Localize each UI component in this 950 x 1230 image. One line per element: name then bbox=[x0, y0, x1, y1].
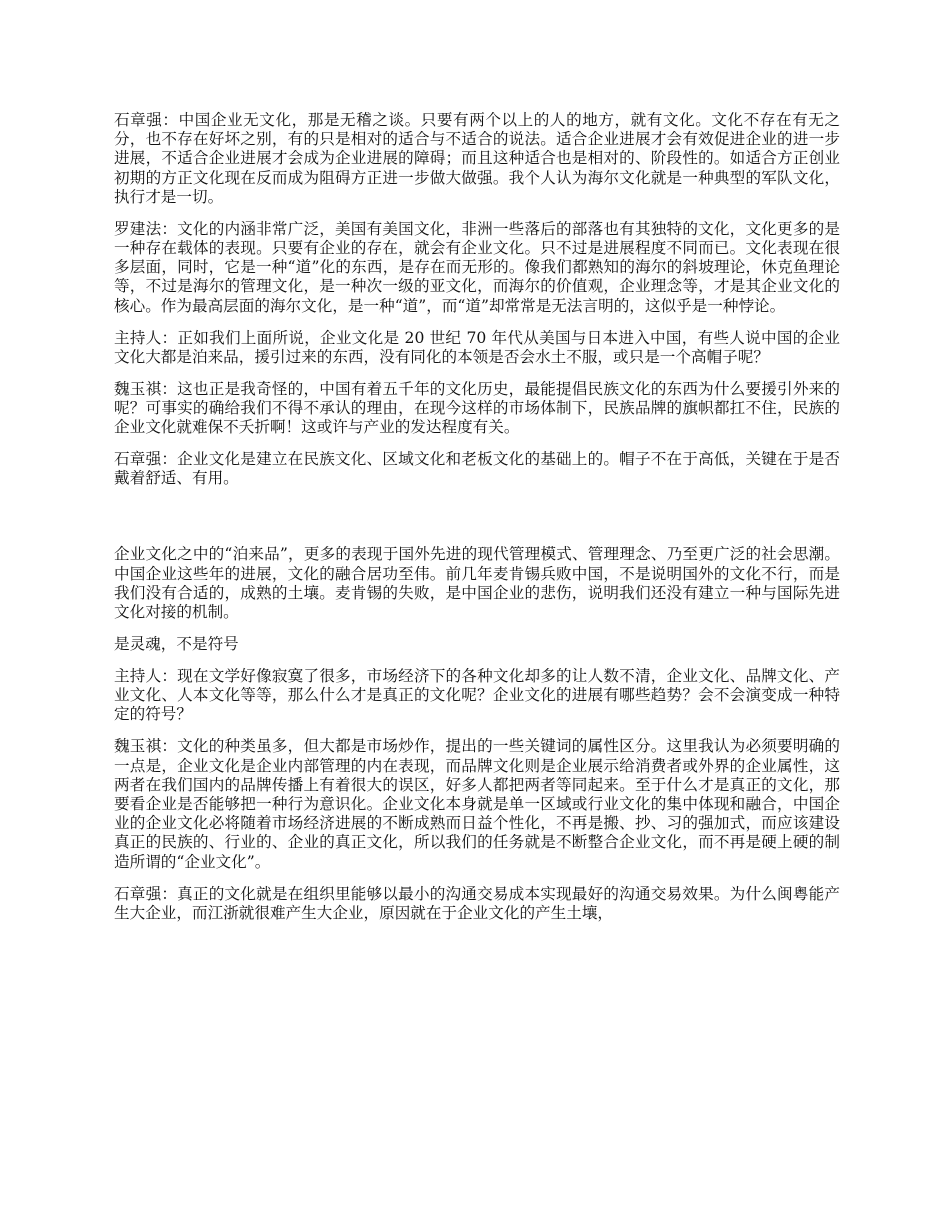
paragraph: 石章强：中国企业无文化，那是无稽之谈。只要有两个以上的人的地方，就有文化。文化不存在有无之分，也不存在好坏之别，有的只是相对的适合与不适合的说法。适合企业进展才会有效促进企业的进一步进展，不适合企业进展才会成为企业进展的障碍；而且这种适合也是相对的、阶段性的。如适合方正创业初期的方正文化现在反而成为阻碍方正进一步做大做强。我个人认为海尔文化就是一种典型的军队文化，执行才是一切。 bbox=[114, 111, 840, 206]
paragraph: 主持人：现在文学好像寂寞了很多，市场经济下的各种文化却多的让人数不清，企业文化、品牌文化、产业文化、人本文化等等，那么什么才是真正的文化呢？企业文化的进展有哪些趋势？会不会演变成一种特定的符号？ bbox=[114, 667, 840, 724]
paragraph: 主持人：正如我们上面所说，企业文化是 20 世纪 70 年代从美国与日本进入中国，有些人说中国的企业文化大都是泊来品，援引过来的东西，没有同化的本领是否会水土不服，或只是一个高帽子呢？ bbox=[114, 328, 840, 366]
section-heading: 是灵魂，不是符号 bbox=[114, 635, 239, 654]
section-gap bbox=[114, 501, 840, 545]
paragraph: 魏玉祺：文化的种类虽多，但大都是市场炒作，提出的一些关键词的属性区分。这里我认为必须要明确的一点是，企业文化是企业内部管理的内在表现，而品牌文化则是企业展示给消费者或外界的企业属性，这两者在我们国内的品牌传播上有着很大的误区，好多人都把两者等同起来。至于什么才是真正的文化，那要看企业是否能够把一种行为意识化。企业文化本身就是单一区域或行业文化的集中体现和融合，中国企业的企业文化必将随着市场经济进展的不断成熟而日益个性化，不再是搬、抄、习的强加式，而应该建设真正的民族的、行业的、企业的真正文化，所以我们的任务就是不断整合企业文化，而不再是硬上硬的制造所谓的“企业文化”。 bbox=[114, 737, 840, 871]
paragraph: 石章强：真正的文化就是在组织里能够以最小的沟通交易成本实现最好的沟通交易效果。为什么闽粤能产生大企业，而江浙就很难产生大企业，原因就在于企业文化的产生土壤， bbox=[114, 884, 840, 922]
paragraph: 企业文化之中的“泊来品”，更多的表现于国外先进的现代管理模式、管理理念、乃至更广泛的社会思潮。中国企业这些年的进展，文化的融合居功至伟。前几年麦肯锡兵败中国，不是说明国外的文化不行，而是我们没有合适的，成熟的土壤。麦肯锡的失败，是中国企业的悲伤，说明我们还没有建立一种与国际先进文化对接的机制。 bbox=[114, 545, 840, 622]
document-body bbox=[114, 111, 840, 936]
paragraph: 石章强：企业文化是建立在民族文化、区域文化和老板文化的基础上的。帽子不在于高低，关键在于是否戴着舒适、有用。 bbox=[114, 450, 840, 488]
paragraph: 魏玉祺：这也正是我奇怪的，中国有着五千年的文化历史，最能提倡民族文化的东西为什么要援引外来的呢？可事实的确给我们不得不承认的理由，在现今这样的市场体制下，民族品牌的旗帜都扛不住，民族的企业文化就难保不夭折啊！这或许与产业的发达程度有关。 bbox=[114, 379, 840, 437]
paragraph: 罗建法：文化的内涵非常广泛，美国有美国文化，非洲一些落后的部落也有其独特的文化，文化更多的是一种存在载体的表现。只要有企业的存在，就会有企业文化。只不过是进展程度不同而已。文化表现在很多层面，同时，它是一种“道”化的东西，是存在而无形的。像我们都熟知的海尔的斜坡理论，休克鱼理论等，不过是海尔的管理文化，是一种次一级的亚文化，而海尔的价值观，企业理念等，才是其企业文化的核心。作为最高层面的海尔文化，是一种“道”，而“道”却常常是无法言明的，这似乎是一种悖论。 bbox=[114, 219, 840, 315]
